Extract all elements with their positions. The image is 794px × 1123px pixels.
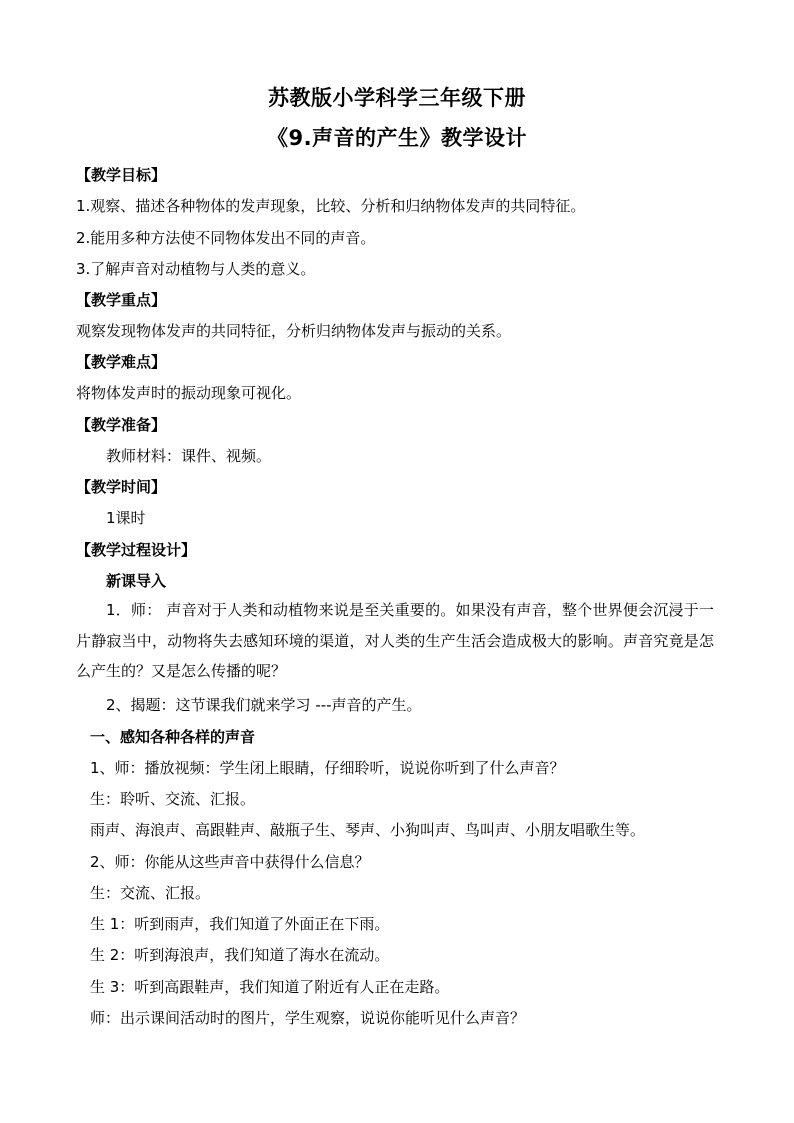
process-heading: 【教学过程设计】 bbox=[76, 541, 197, 559]
goal-item: 3.了解声音对动植物与人类的意义。 bbox=[76, 260, 316, 278]
list-item: 生 2：听到海浪声，我们知道了海水在流动。 bbox=[90, 946, 390, 964]
difficulty-heading: 【教学难点】 bbox=[76, 353, 167, 371]
goal-item: 2.能用多种方法使不同物体发出不同的声音。 bbox=[76, 229, 376, 247]
goals-heading: 【教学目标】 bbox=[76, 166, 167, 184]
preparation-text: 教师材料：课件、视频。 bbox=[106, 447, 272, 465]
intro-paragraph-2: 2、揭题：这节课我们就来学习 ---声音的产生。 bbox=[106, 696, 422, 714]
list-item: 雨声、海浪声、高跟鞋声、敲瓶子生、琴声、小狗叫声、鸟叫声、小朋友唱歌生等。 bbox=[90, 821, 646, 839]
part1-heading: 一、感知各种各样的声音 bbox=[90, 728, 256, 746]
list-item: 生 1：听到雨声，我们知道了外面正在下雨。 bbox=[90, 915, 390, 933]
time-text: 1课时 bbox=[106, 509, 146, 527]
intro-heading: 新课导入 bbox=[106, 572, 167, 590]
list-item: 生 3：听到高跟鞋声，我们知道了附近有人正在走路。 bbox=[90, 978, 450, 996]
list-item: 生：聆听、交流、汇报。 bbox=[90, 790, 256, 808]
key-points-heading: 【教学重点】 bbox=[76, 291, 167, 309]
time-heading: 【教学时间】 bbox=[76, 478, 167, 496]
list-item: 1、师：播放视频：学生闭上眼睛，仔细聆听，说说你听到了什么声音？ bbox=[90, 759, 565, 777]
key-points-text: 观察发现物体发声的共同特征，分析归纳物体发声与振动的关系。 bbox=[76, 322, 512, 340]
goal-item: 1.观察、描述各种物体的发声现象，比较、分析和归纳物体发声的共同特征。 bbox=[76, 197, 586, 215]
preparation-heading: 【教学准备】 bbox=[76, 416, 167, 434]
intro-paragraph: 1．师： 声音对于人类和动植物来说是至关重要的。如果没有声音，整个世界便会沉浸于一片静寂当中，动物将失去感知环境的渠道，对人类的生产生活会造成极大的影响。声音究竟是怎么产生的？又是怎么传播的呢？ bbox=[76, 601, 714, 680]
list-item: 师：出示课间活动时的图片，学生观察，说说你能听见什么声音？ bbox=[90, 1009, 526, 1027]
document-title: 苏教版小学科学三年级下册 bbox=[268, 86, 526, 110]
list-item: 2、师：你能从这些声音中获得什么信息？ bbox=[90, 853, 370, 871]
list-item: 生：交流、汇报。 bbox=[90, 884, 211, 902]
document-subtitle: 《9.声音的产生》教学设计 bbox=[266, 126, 528, 150]
difficulty-text: 将物体发声时的振动现象可视化。 bbox=[76, 384, 302, 402]
